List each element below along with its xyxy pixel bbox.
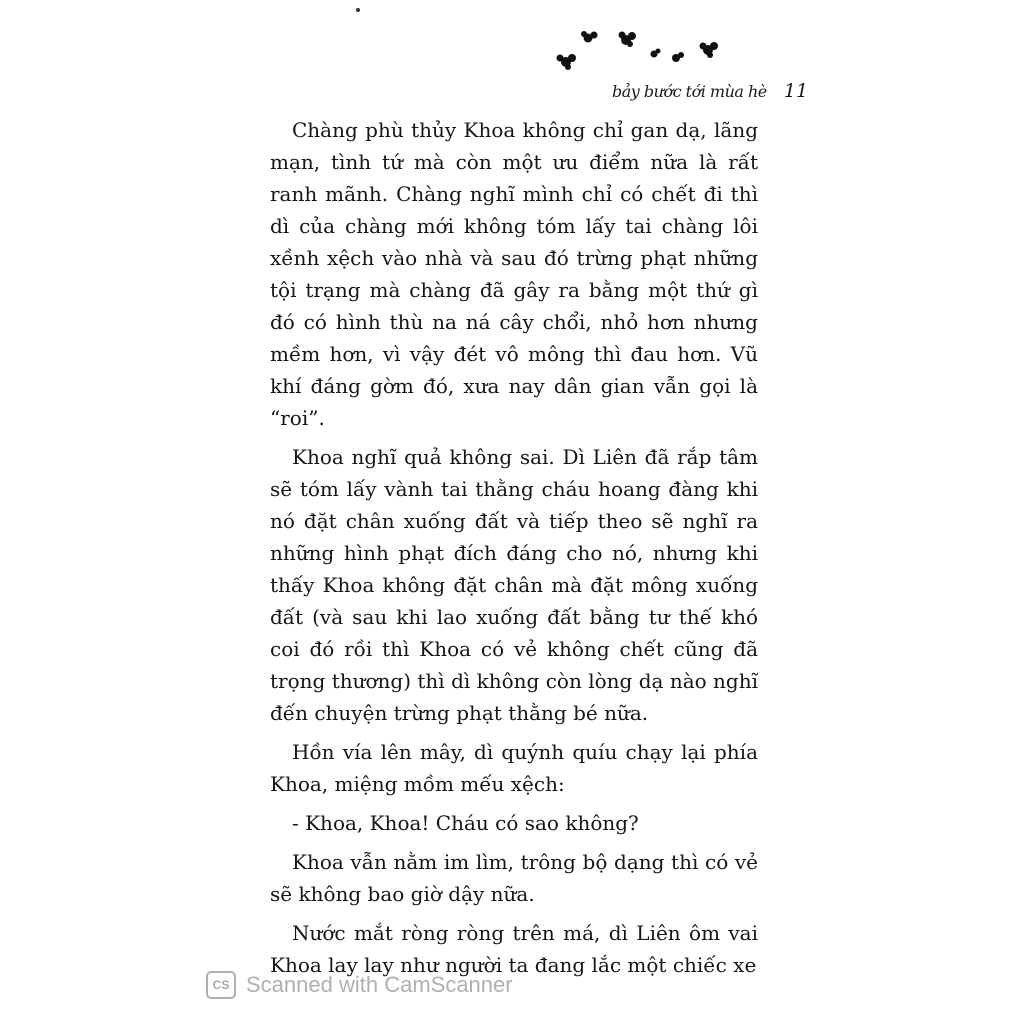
dialogue-line: - Khoa, Khoa! Cháu có sao không? [292,811,639,835]
scanner-watermark [206,968,513,1002]
page-number: 11 [783,80,809,102]
paragraph: Chàng phù thủy Khoa không chỉ gan dạ, lãng mạn, tình tứ mà còn một ưu điểm nữa là rất ranh mãnh. Chàng nghĩ mình chỉ có chết đi thì dì của chàng mới không tóm lấy tai chàng lôi xềnh xệch vào nhà và sau đó trừng phạt những tội trạng mà chàng đã gây ra bằng một thứ gì đó có hình thù na ná cây chổi, nhỏ hơn nhưng mềm hơn, vì vậy đét vô mông thì đau hơn. Vũ khí đáng gờm đó, xưa nay dân gian vẫn gọi là “roi”. [270,118,758,430]
running-header [612,80,812,108]
paragraph: Khoa vẫn nằm im lìm, trông bộ dạng thì có vẻ sẽ không bao giờ dậy nữa. [270,850,758,906]
running-title: bảy bước tới mùa hè [612,82,767,101]
body-text [270,114,758,988]
watermark-text: Scanned with CamScanner [246,972,513,997]
paragraph: Hồn vía lên mây, dì quýnh quíu chạy lại phía Khoa, miệng mồm mếu xệch: [270,740,758,796]
flower-ornament-icon [550,20,720,80]
paragraph: Nước mắt ròng ròng trên má, dì Liên ôm vai Khoa lay lay như người ta đang lắc một chiếc xe [270,921,758,977]
camscanner-logo-icon: CS [206,971,236,999]
paragraph: Khoa nghĩ quả không sai. Dì Liên đã rắp tâm sẽ tóm lấy vành tai thằng cháu hoang đàng khi nó đặt chân xuống đất và tiếp theo sẽ nghĩ ra những hình phạt đích đáng cho nó, nhưng khi thấy Khoa không đặt chân mà đặt mông xuống đất (và sau khi lao xuống đất bằng tư thế khó coi đó rồi thì Khoa có vẻ không chết cũng đã trọng thương) thì dì không còn lòng dạ nào nghĩ đến chuyện trừng phạt thằng bé nữa. [270,445,758,725]
scan-speck [356,8,360,12]
